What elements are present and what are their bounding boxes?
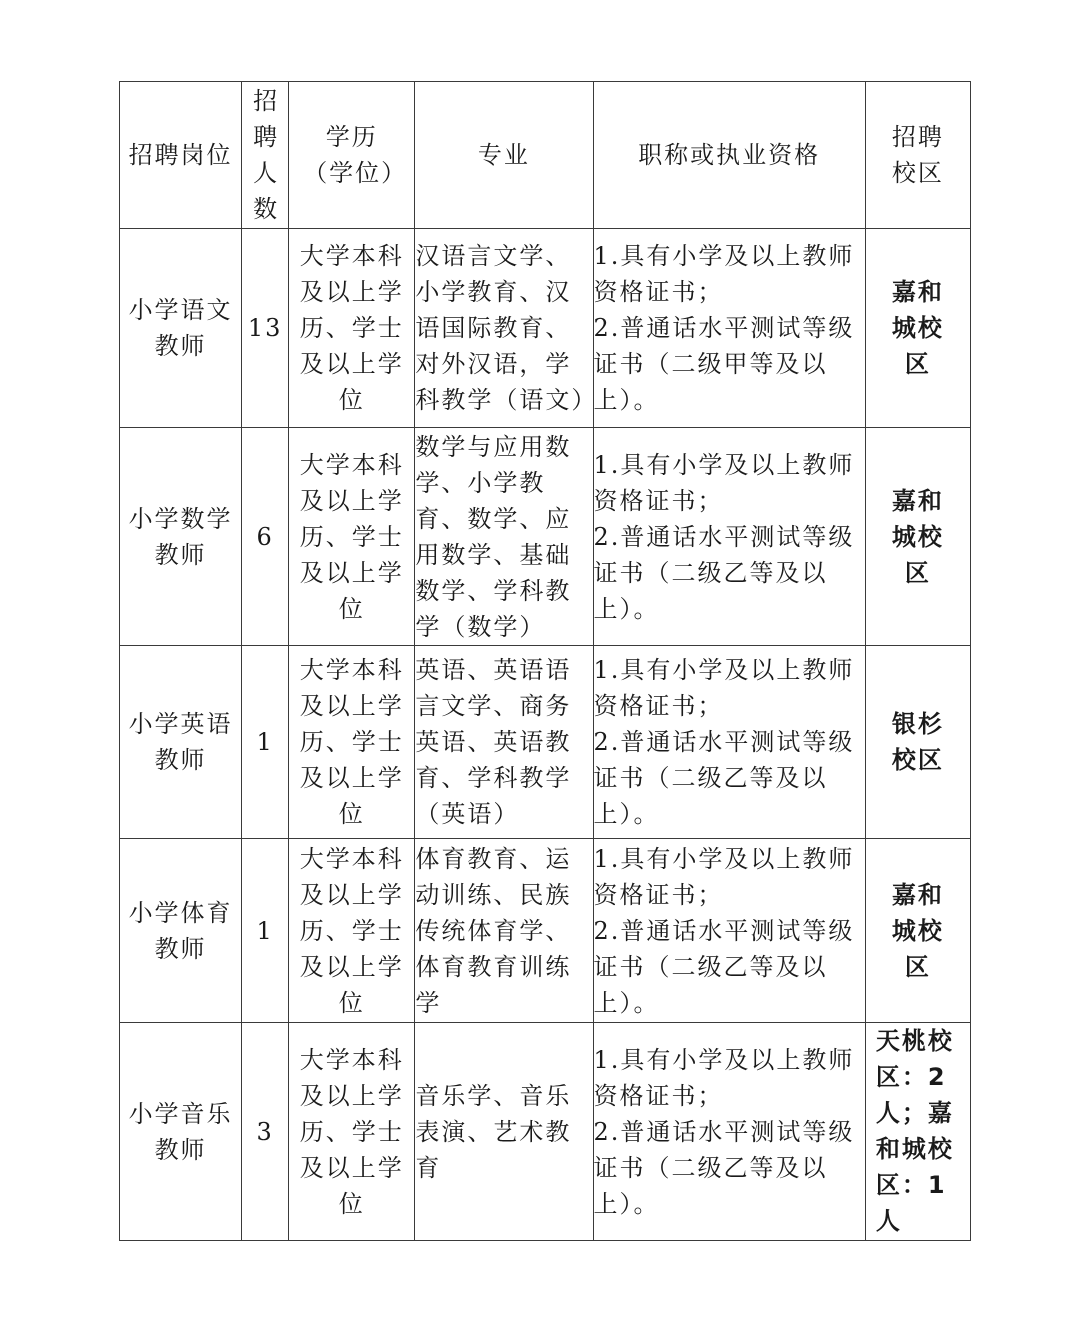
qualification-line-1: 1.具有小学及以上教师资格证书； bbox=[593, 242, 855, 306]
count-cell: 1 bbox=[242, 646, 289, 839]
position-cell: 小学音乐教师 bbox=[120, 1023, 242, 1241]
campus-cell: 银杉校区 bbox=[865, 646, 970, 839]
qualification-line-2: 2.普通话水平测试等级证书（二级乙等及以上）。 bbox=[593, 1117, 855, 1218]
qualification-cell bbox=[593, 839, 865, 1023]
header-position: 招聘岗位 bbox=[120, 82, 242, 229]
table-row bbox=[120, 1023, 971, 1241]
header-row bbox=[120, 82, 971, 229]
header-count bbox=[242, 82, 289, 229]
campus-cell: 嘉和城校区 bbox=[865, 229, 970, 428]
education-cell: 大学本科及以上学历、学士及以上学位 bbox=[289, 428, 415, 646]
header-education: 学历（学位） bbox=[289, 82, 415, 229]
qualification-line-2: 2.普通话水平测试等级证书（二级甲等及以上）。 bbox=[593, 314, 855, 414]
table-row bbox=[120, 839, 971, 1023]
position-cell: 小学英语教师 bbox=[120, 646, 242, 839]
qualification-line-1: 1.具有小学及以上教师资格证书； bbox=[593, 1045, 855, 1110]
header-major: 专业 bbox=[415, 82, 593, 229]
qualification-cell bbox=[593, 646, 865, 839]
position-cell: 小学语文教师 bbox=[120, 229, 242, 428]
major-cell: 音乐学、音乐表演、艺术教育 bbox=[415, 1023, 593, 1241]
table-row bbox=[120, 229, 971, 428]
education-cell: 大学本科及以上学历、学士及以上学位 bbox=[289, 229, 415, 428]
count-cell: 1 bbox=[242, 839, 289, 1023]
recruitment-table bbox=[119, 81, 971, 1241]
table-row bbox=[120, 646, 971, 839]
position-cell: 小学体育教师 bbox=[120, 839, 242, 1023]
major-cell: 汉语言文学、小学教育、汉语国际教育、对外汉语，学科教学（语文） bbox=[415, 229, 593, 428]
count-cell: 13 bbox=[242, 229, 289, 428]
position-cell: 小学数学教师 bbox=[120, 428, 242, 646]
education-cell: 大学本科及以上学历、学士及以上学位 bbox=[289, 839, 415, 1023]
campus-cell: 嘉和城校区 bbox=[865, 839, 970, 1023]
campus-cell: 天桃校区：2人；嘉和城校区：1人 bbox=[865, 1023, 970, 1241]
campus-cell: 嘉和城校区 bbox=[865, 428, 970, 646]
qualification-line-2: 2.普通话水平测试等级证书（二级乙等及以上）。 bbox=[593, 728, 855, 828]
table-row bbox=[120, 428, 971, 646]
qualification-cell bbox=[593, 428, 865, 646]
major-cell: 体育教育、运动训练、民族传统体育学、体育教育训练学 bbox=[415, 839, 593, 1023]
qualification-line-1: 1.具有小学及以上教师资格证书； bbox=[593, 450, 855, 515]
qualification-line-2: 2.普通话水平测试等级证书（二级乙等及以上）。 bbox=[593, 916, 855, 1017]
count-cell: 3 bbox=[242, 1023, 289, 1241]
qualification-cell bbox=[593, 1023, 865, 1241]
major-cell: 数学与应用数学、小学教育、数学、应用数学、基础数学、学科教学（数学） bbox=[415, 428, 593, 646]
qualification-line-1: 1.具有小学及以上教师资格证书； bbox=[593, 656, 855, 720]
qualification-cell bbox=[593, 229, 865, 428]
header-qualification: 职称或执业资格 bbox=[593, 82, 865, 229]
header-campus: 招聘校区 bbox=[865, 82, 970, 229]
qualification-line-1: 1.具有小学及以上教师资格证书； bbox=[593, 844, 855, 909]
education-cell: 大学本科及以上学历、学士及以上学位 bbox=[289, 646, 415, 839]
qualification-line-2: 2.普通话水平测试等级证书（二级乙等及以上）。 bbox=[593, 522, 855, 623]
major-cell: 英语、英语语言文学、商务英语、英语教育、学科教学（英语） bbox=[415, 646, 593, 839]
education-cell: 大学本科及以上学历、学士及以上学位 bbox=[289, 1023, 415, 1241]
header-count-label: 招聘人数 bbox=[253, 87, 280, 223]
count-cell: 6 bbox=[242, 428, 289, 646]
